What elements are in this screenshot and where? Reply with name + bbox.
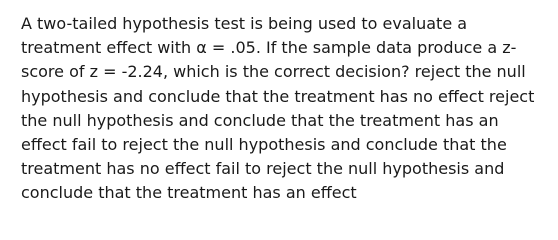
question-text: A two-tailed hypothesis test is being used to evaluate a treatment effect with α = .05. If the sample data produce a z-score of z = -2.24, which is the correct decision? reject the null hypothesis and conclude that the treatment has no effect reject the null hypothesis and conclude that the treatment has an effect fail to reject the null hypothesis and conclude that the treatment has no effect fail to reject the null hypothesis and conclude that the treatment has an effect	[21, 14, 535, 203]
